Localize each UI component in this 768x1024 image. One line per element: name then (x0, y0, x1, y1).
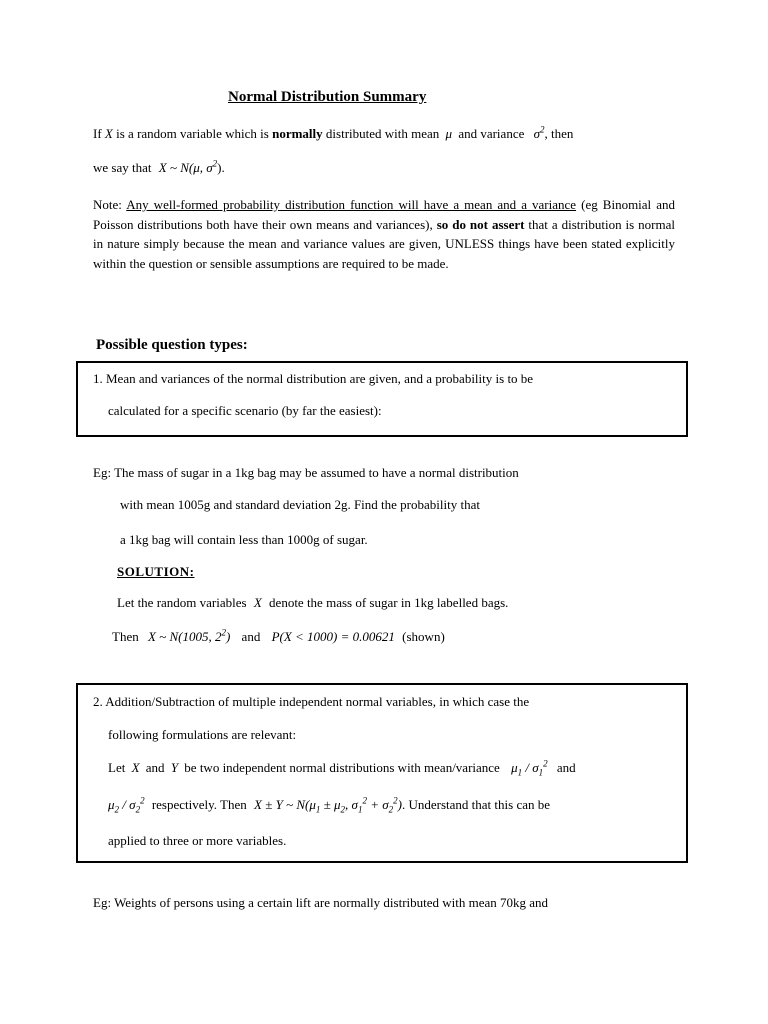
intro-line-2 (93, 160, 225, 176)
var-x: X (104, 126, 113, 141)
sum-formula: X ± Y ~ $N(\mu_1 \pm \mu_2$, $\sigma_1^2 + \sigma_2^2$) (254, 795, 402, 815)
page-title: Normal Distribution Summary (228, 89, 427, 105)
solution-heading: SOLUTION: (117, 564, 195, 579)
section-heading: Possible question types: (96, 337, 248, 353)
intro-text: ). (217, 160, 225, 175)
box2-line-5: applied to three or more variables. (108, 833, 287, 848)
note-rest: that a distribution is normal in nature simply because the mean and variance values are given, UNLESS things have been stated explicitly within the question or sensible assumptions are required to be made. (93, 216, 675, 271)
note-bold: assert (491, 216, 525, 232)
note-bold: so do not (436, 216, 488, 232)
example1-line-1: Eg: The mass of sugar in a 1kg bag may be assumed to have a normal distribution (93, 465, 519, 480)
note-underlined: Any well-formed probability distribution function will have a mean and a variance (126, 197, 577, 212)
example1-line-3: a 1kg bag will contain less than 1000g of sugar. (120, 532, 368, 547)
example1-line-2: with mean 1005g and standard deviation 2g. Find the probability that (120, 497, 480, 512)
distribution-notation: X ~ N(1005, $2^2$) (147, 627, 231, 644)
intro-line-1 (93, 126, 573, 142)
probability-result: P(X < 1000) = 0.00621 (271, 629, 395, 644)
box2-line-4: $\mu_2 / \sigma_2^2$ respectively. Then X ± Y ~ $N(\mu_1 \pm \mu_2$, $\sigma_1^2 + \sigma_2^2$). Understand that this can be (108, 795, 551, 815)
note-prefix: Note: (93, 197, 122, 212)
intro-text: is a random variable which is (116, 126, 269, 141)
note-mid: (eg Binomial and Poisson distributions both have their own means and variances), (93, 197, 675, 232)
intro-text: distributed with mean (325, 126, 440, 141)
mean-variance-2: $\mu_2 / \sigma_2^2$ (108, 795, 145, 815)
var-x: X (131, 760, 140, 775)
var-y: Y (170, 760, 179, 775)
var-x: X (253, 595, 262, 610)
box2-line-1: 2. Addition/Subtraction of multiple independent normal variables, in which case the (93, 694, 530, 709)
intro-text: , then (544, 126, 574, 141)
solution-line-1: Let the random variables X denote the mass of sugar in 1kg labelled bags. (117, 595, 509, 610)
symbol-mu: μ (445, 126, 453, 141)
box2-line-3: Let X and Y be two independent normal distributions with mean/variance $\mu_1 / \sigma_1^2$ and (108, 758, 576, 778)
example2-line-1: Eg: Weights of persons using a certain lift are normally distributed with mean 70kg and (93, 895, 549, 910)
symbol-sigma: $\sigma^2$ (533, 124, 545, 141)
intro-text: we say that (93, 160, 152, 175)
intro-text: and variance (458, 126, 525, 141)
normal-notation: X ~ N(μ, $\sigma^2$ (158, 158, 218, 175)
solution-line-2: Then X ~ N(1005, $2^2$) and P(X < 1000) = 0.00621 (shown) (112, 627, 445, 644)
mean-variance-1: $\mu_1 / \sigma_1^2$ (511, 758, 548, 778)
box1-line-2: calculated for a specific scenario (by far the easiest): (108, 403, 382, 418)
intro-text: If (93, 126, 102, 141)
intro-bold: normally (272, 126, 323, 141)
note-paragraph (93, 195, 675, 273)
box1-line-1: 1. Mean and variances of the normal distribution are given, and a probability is to be (93, 371, 534, 386)
box2-line-2: following formulations are relevant: (108, 727, 297, 742)
